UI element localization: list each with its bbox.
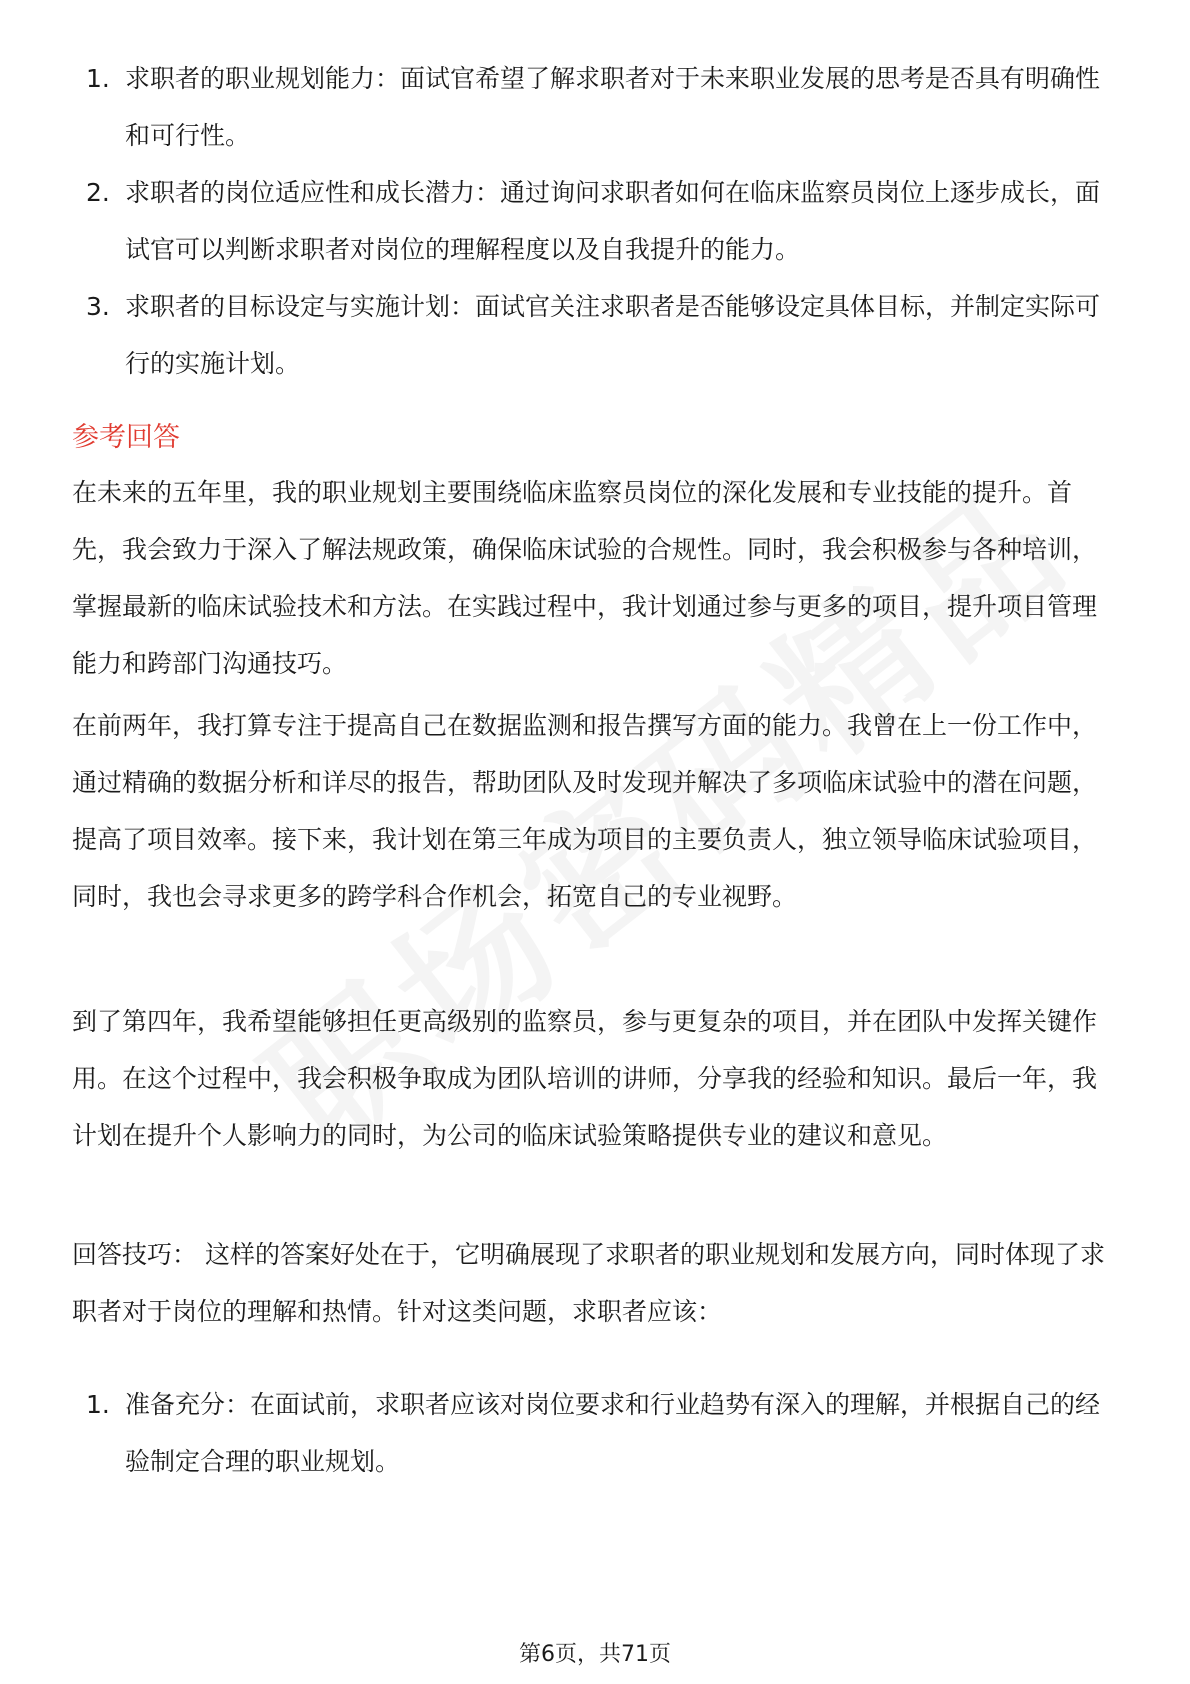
list-item	[0, 50, 1190, 164]
list-item	[0, 1376, 1190, 1490]
list-item-text: 准备充分：在面试前，求职者应该对岗位要求和行业趋势有深入的理解，并根据自己的经验制定合理的职业规划。	[125, 1390, 1101, 1476]
list-number: 1.	[86, 64, 110, 93]
section-heading: 参考回答	[72, 422, 180, 453]
answer-paragraph-1: 在未来的五年里，我的职业规划主要围绕临床监察员岗位的深化发展和专业技能的提升。首先，我会致力于深入了解法规政策，确保临床试验的合规性。同时，我会积极参与各种培训，掌握最新的临床试验技术和方法。在实践过程中，我计划通过参与更多的项目，提升项目管理能力和跨部门沟通技巧。	[72, 478, 1098, 678]
list-item	[0, 278, 1190, 392]
list-item-text: 求职者的岗位适应性和成长潜力：通过询问求职者如何在临床监察员岗位上逐步成长，面试官可以判断求职者对岗位的理解程度以及自我提升的能力。	[125, 178, 1101, 264]
tips-paragraph: 回答技巧： 这样的答案好处在于，它明确展现了求职者的职业规划和发展方向，同时体现了求职者对于岗位的理解和热情。针对这类问题，求职者应该：	[72, 1240, 1105, 1326]
list-number: 3.	[86, 292, 110, 321]
list-item-text: 求职者的职业规划能力：面试官希望了解求职者对于未来职业发展的思考是否具有明确性和可行性。	[125, 64, 1101, 150]
list-item	[0, 164, 1190, 278]
page-footer: 第6页，共71页	[519, 1642, 671, 1667]
answer-paragraph-3: 到了第四年，我希望能够担任更高级别的监察员，参与更复杂的项目，并在团队中发挥关键作用。在这个过程中，我会积极争取成为团队培训的讲师，分享我的经验和知识。最后一年，我计划在提升个人影响力的同时，为公司的临床试验策略提供专业的建议和意见。	[72, 1007, 1098, 1150]
tips-list	[0, 1376, 1190, 1490]
list-item-text: 求职者的目标设定与实施计划：面试官关注求职者是否能够设定具体目标，并制定实际可行的实施计划。	[125, 292, 1101, 378]
list-number: 1.	[86, 1390, 110, 1419]
criteria-list	[0, 50, 1190, 392]
list-number: 2.	[86, 178, 110, 207]
answer-paragraph-2: 在前两年，我打算专注于提高自己在数据监测和报告撰写方面的能力。我曾在上一份工作中，通过精确的数据分析和详尽的报告，帮助团队及时发现并解决了多项临床试验中的潜在问题，提高了项目效率。接下来，我计划在第三年成为项目的主要负责人，独立领导临床试验项目，同时，我也会寻求更多的跨学科合作机会，拓宽自己的专业视野。	[72, 711, 1098, 911]
